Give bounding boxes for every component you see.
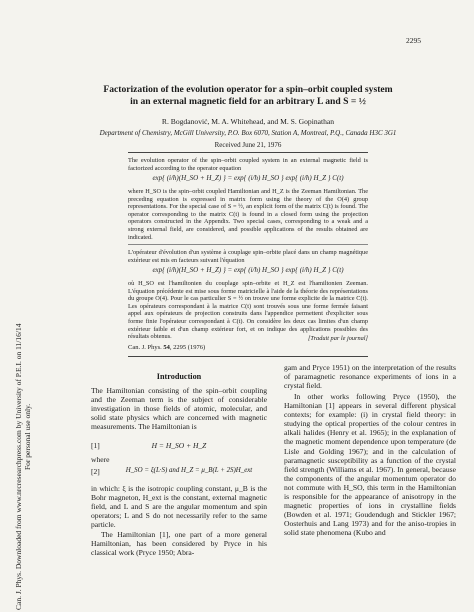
equation-1-tag: [1] <box>91 441 100 450</box>
paper-title <box>98 84 398 107</box>
translation-note: [Traduit par le journal] <box>307 335 368 342</box>
equation-1-body: H = H_SO + H_Z <box>151 441 207 450</box>
affiliation: Department of Chemistry, McGill University, P.O. Box 6070, Station A, Montreal, P.Q., Canada H3C 3G1 <box>99 129 397 137</box>
section-heading-introduction: Introduction <box>156 372 202 381</box>
download-notice <box>14 110 32 610</box>
where-word: where <box>91 455 110 464</box>
citation-pages: 2295 (1976) <box>173 344 206 351</box>
top-rule <box>128 152 368 153</box>
journal-citation: Can. J. Phys. 54, 2295 (1976) <box>128 344 206 351</box>
abstract-divider <box>128 244 368 245</box>
bottom-rule <box>128 356 368 357</box>
equation-2-tag: [2] <box>91 467 100 476</box>
abstract-english-body: where H_SO is the spin–orbit coupled Hamiltonian and H_Z is the Zeeman Hamiltonian. The preceding equation is expressed in matrix form using the theory of the O(4) group representations. For the special case of S = ½, an explicit form of the matrix C(t) is found. The operator corresponding to the matrix C(t) is found in a closed form using the projection operators constructed in the Appendix. Two special cases, corresponding to a weak and a strong external field, are considered, and possible applications of the results obtained are indicated. <box>128 188 368 241</box>
page-number: 2295 <box>406 36 421 45</box>
intro-paragraph-3: The Hamiltonian [1], one part of a more general Hamiltonian, has been considered by Pryce in his classical work (Pryce 1950; Abra- <box>91 530 267 558</box>
title-line: Factorization of the evolution operator for a spin–orbit coupled system <box>103 84 393 95</box>
right-paragraph-1: gam and Pryce 1951) on the interpretation of the results of paramagnetic resonance experiments of ions in a crystal field. <box>284 363 456 391</box>
abstract-equation-en: exp{ (i/ħ)(H_SO + H_Z) } = exp{ (i/ħ) H_SO } exp{ (i/ħ) H_Z } C(t) <box>152 174 344 182</box>
citation-volume: 54 <box>163 344 170 351</box>
title-line: in an external magnetic field for an arbitrary L and S = ½ <box>130 95 366 107</box>
download-notice-line: Can. J. Phys. Downloaded from www.nrcresearchpress.com by University of P.E.I. on 11/16/14 <box>14 323 23 610</box>
abstract-english-intro: The evolution operator of the spin–orbit coupled system in an external magnetic field is factorized according to the operator equation <box>128 157 368 172</box>
citation-journal: Can. J. Phys. <box>128 344 162 351</box>
intro-paragraph-2: in which: ξ is the isotropic coupling constant, μ_B is the Bohr magneton, H_ext is the constant, external magnetic field, and L and S are the angular momentum and spin operators; L and S do not necessarily refer to the same particle. <box>91 484 267 530</box>
right-paragraph-2: In other works following Pryce (1950), the Hamiltonian [1] appears in several different physical contexts; for example: (i) in crystal field theory: in studying the optical properties of the colour centres in alkali halides (Henry et al. 1965); in the explanation of the magnetic moment dependence upon temperature (de Lisle and Golding 1967); and in the calculation of paramagnetic susceptibility as a function of the crystal field strength (Williams et al. 1967). In general, because the components of the angular momentum operator do not commute with H_SO, this term in the Hamiltonian is responsible for the appearance of anisotropy in the magnetic properties of ions in crystalline fields (Bowden et al. 1971; Goudendugh and Stickler 1967; Oosterhuis and Lang 1973) and for the aniso-tropies in solid state phenomena (Kubo and <box>284 392 456 538</box>
abstract-french-intro: L'opérateur d'évolution d'un système à couplage spin–orbite placé dans un champ magnétique extérieur est mis en facteurs suivant l'équation <box>128 249 368 264</box>
received-date: Received June 21, 1976 <box>214 141 282 149</box>
equation-2-body: H_SO = ξ(L·S) and H_Z = μ_B(L + 2S)H_ext <box>125 467 253 474</box>
personal-use-notice: For personal use only. <box>23 403 32 470</box>
equation-1 <box>91 441 267 450</box>
equation-2 <box>91 467 267 476</box>
abstract-french-body: où H_SO est l'hamiltonien du couplage spin–orbite et H_Z est l'hamiltonien Zeeman. L'équation précédente est mise sous forme matricielle à l'aide de la théorie des représentations du groupe O(4). Pour le cas particulier S = ½ on trouve une forme explicite de la matrice C(t). Les opérateurs correspondant à la matrice C(t) sont trouvés sous une forme fermée faisant appel aux opérateurs de projection construits dans l'appendice permettent d'expliciter sous forme finie l'opérateur correspondant à C(t). On considère les deux cas limites d'un champ extérieur faible et d'un champ extérieur fort, et on indique des applications possibles des résultats obtenus. <box>128 280 368 341</box>
intro-paragraph-1: The Hamiltonian consisting of the spin–orbit coupling and the Zeeman term is the subject of considerable investigation in those fields of atomic, molecular, and solid state physics which are concerned with magnetic measurements. The Hamiltonian is <box>91 386 267 432</box>
abstract-equation-fr: exp{ (i/ħ)(H_SO + H_Z) } = exp{ (i/ħ) H_SO } exp{ (i/ħ) H_Z } C(t) <box>152 266 344 274</box>
authors: R. Bogdanović, M. A. Whitehead, and M. S. Gopinathan <box>161 117 335 126</box>
